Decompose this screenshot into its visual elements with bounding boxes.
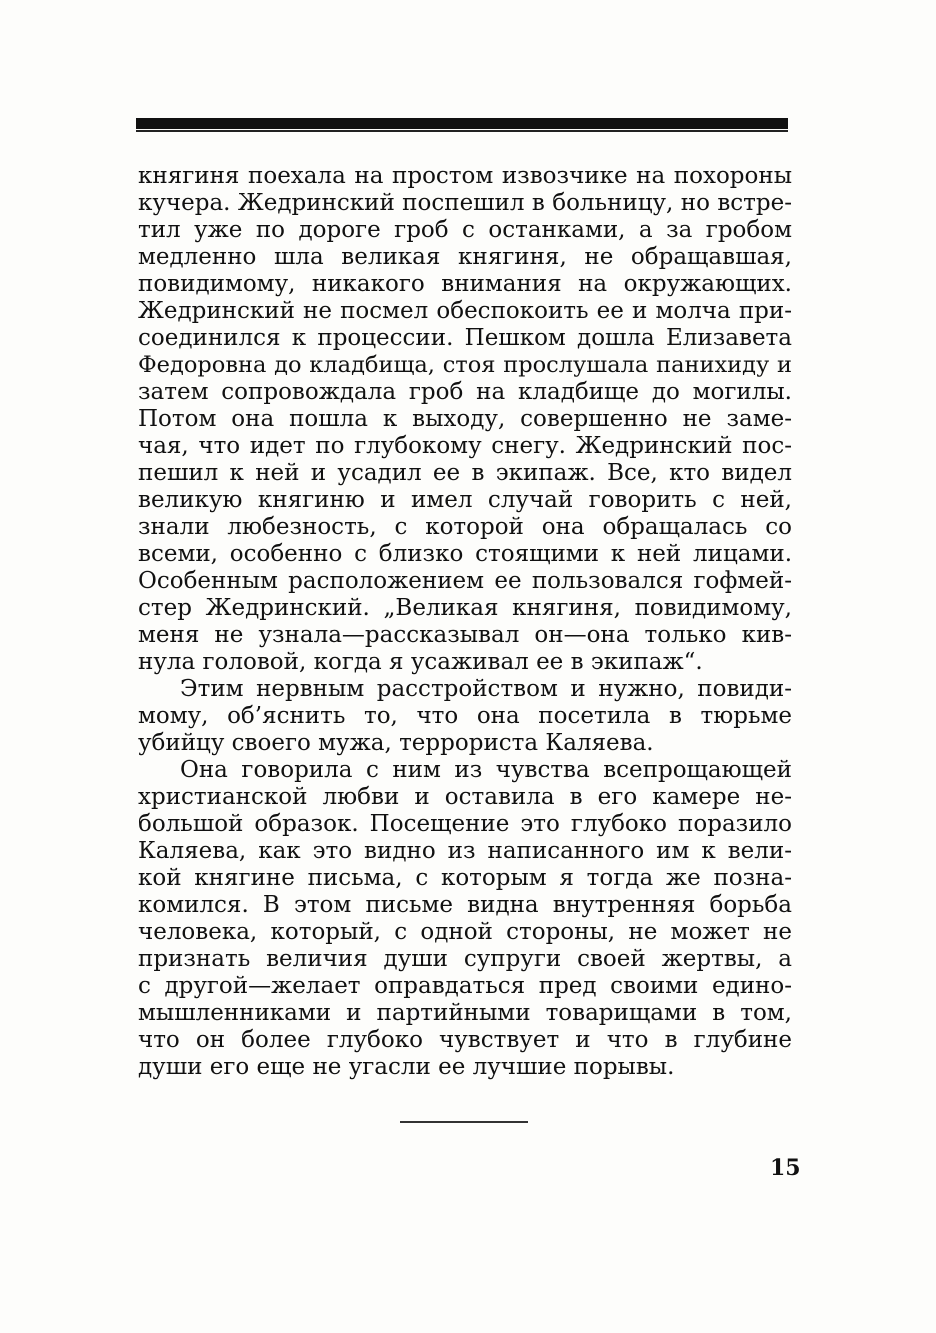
end-rule bbox=[400, 1121, 528, 1123]
text-line: души его еще не угасли ее лучшие порывы. bbox=[138, 1054, 675, 1080]
text-line: мышленниками и партийными товарищами в том, bbox=[138, 1000, 792, 1026]
text-line: признать величия души супруги своей жертвы, а bbox=[138, 946, 792, 972]
text-line: всеми, особенно с близко стоящими к ней лицами. bbox=[138, 541, 792, 567]
text-line: княгиня поехала на простом извозчике на похороны bbox=[138, 163, 792, 189]
body-text bbox=[138, 163, 792, 1081]
text-line: чая, что идет по глубокому снегу. Жедринский пос- bbox=[138, 433, 792, 459]
text-line: Каляева, как это видно из написанного им к вели- bbox=[138, 838, 792, 864]
header-rule bbox=[136, 118, 788, 129]
text-line: кучера. Жедринский поспешил в больницу, но встре- bbox=[138, 190, 792, 216]
text-line: медленно шла великая княгиня, не обращавшая, bbox=[138, 244, 792, 270]
text-line: Потом она пошла к выходу, совершенно не заме- bbox=[138, 406, 792, 432]
text-line: убийцу своего мужа, террориста Каляева. bbox=[138, 730, 654, 756]
text-line: меня не узнала—рассказывал он—она только кив- bbox=[138, 622, 792, 648]
text-line: большой образок. Посещение это глубоко поразило bbox=[138, 811, 792, 837]
text-line: повидимому, никакого внимания на окружающих. bbox=[138, 271, 792, 297]
text-line: нула головой, когда я усаживал ее в экипаж“. bbox=[138, 649, 703, 675]
page-number: 15 bbox=[770, 1155, 801, 1181]
text-line: пешил к ней и усадил ее в экипаж. Все, кто видел bbox=[138, 460, 792, 486]
text-line: Особенным расположением ее пользовался гофмей- bbox=[138, 568, 792, 594]
text-line: тил уже по дороге гроб с останками, а за гробом bbox=[138, 217, 792, 243]
text-line: Она говорила с ним из чувства всепрощающей bbox=[180, 757, 792, 783]
text-line: соединился к процессии. Пешком дошла Елизавета bbox=[138, 325, 792, 351]
paragraph bbox=[138, 676, 792, 757]
text-line: человека, который, с одной стороны, не может не bbox=[138, 919, 792, 945]
text-line: комился. В этом письме видна внутренняя борьба bbox=[138, 892, 792, 918]
text-line: великую княгиню и имел случай говорить с ней, bbox=[138, 487, 792, 513]
text-line: мому, об’яснить то, что она посетила в тюрьме bbox=[138, 703, 792, 729]
text-line: стер Жедринский. „Великая княгиня, повидимому, bbox=[138, 595, 792, 621]
paragraph bbox=[138, 757, 792, 1081]
text-line: Этим нервным расстройством и нужно, повиди- bbox=[180, 676, 792, 702]
text-line: что он более глубоко чувствует и что в глубине bbox=[138, 1027, 792, 1053]
text-line: затем сопровождала гроб на кладбище до могилы. bbox=[138, 379, 792, 405]
text-line: Жедринский не посмел обеспокоить ее и молча при- bbox=[138, 298, 792, 324]
paragraph bbox=[138, 163, 792, 676]
text-line: с другой—желает оправдаться пред своими едино- bbox=[138, 973, 792, 999]
text-line: христианской любви и оставила в его камере не- bbox=[138, 784, 792, 810]
text-line: знали любезность, с которой она обращалась со bbox=[138, 514, 792, 540]
text-line: Федоровна до кладбища, стоя прослушала панихиду и bbox=[138, 352, 792, 378]
text-line: кой княгине письма, с которым я тогда же позна- bbox=[138, 865, 792, 891]
